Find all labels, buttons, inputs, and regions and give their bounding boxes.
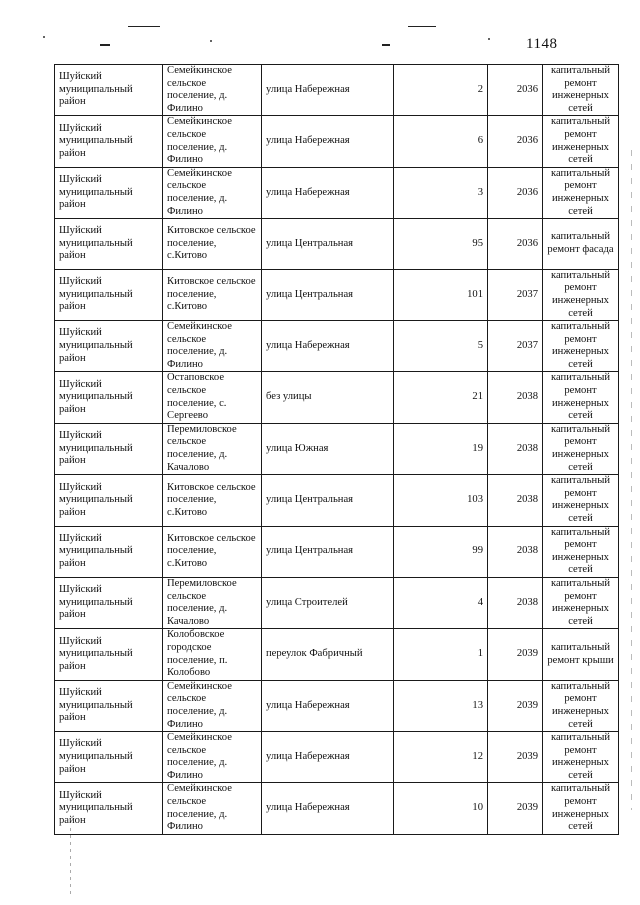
house-number-cell: 99 — [394, 526, 488, 577]
table-row — [55, 475, 619, 526]
street-cell: улица Набережная — [262, 116, 394, 167]
housing-repair-table — [54, 64, 619, 835]
district-cell: Шуйский муниципальный район — [55, 116, 163, 167]
table-row — [55, 167, 619, 218]
work-type-cell: капитальный ремонт инженерных сетей — [543, 577, 619, 628]
work-type-cell: капитальный ремонт инженерных сетей — [543, 65, 619, 116]
work-type-cell: капитальный ремонт инженерных сетей — [543, 475, 619, 526]
street-cell: улица Центральная — [262, 475, 394, 526]
year-cell: 2038 — [488, 372, 543, 423]
table-row — [55, 629, 619, 680]
year-cell: 2038 — [488, 475, 543, 526]
settlement-cell: Китовское сельское поселение, с.Китово — [163, 219, 262, 270]
page-number: 1148 — [526, 36, 558, 52]
district-cell: Шуйский муниципальный район — [55, 167, 163, 218]
street-cell: без улицы — [262, 372, 394, 423]
house-number-cell: 101 — [394, 269, 488, 320]
settlement-cell: Семейкинское сельское поселение, д. Филино — [163, 65, 262, 116]
district-cell: Шуйский муниципальный район — [55, 783, 163, 834]
house-number-cell: 95 — [394, 219, 488, 270]
work-type-cell: капитальный ремонт инженерных сетей — [543, 526, 619, 577]
street-cell: улица Набережная — [262, 167, 394, 218]
house-number-cell: 6 — [394, 116, 488, 167]
scan-artifact-dot — [43, 36, 45, 38]
district-cell: Шуйский муниципальный район — [55, 372, 163, 423]
work-type-cell: капитальный ремонт инженерных сетей — [543, 423, 619, 474]
settlement-cell: Колобовское городское поселение, п. Колобово — [163, 629, 262, 680]
district-cell: Шуйский муниципальный район — [55, 65, 163, 116]
scan-artifact-line — [382, 44, 390, 46]
house-number-cell: 13 — [394, 680, 488, 731]
street-cell: улица Набережная — [262, 783, 394, 834]
scan-artifact-dot — [210, 40, 212, 42]
work-type-cell: капитальный ремонт фасада — [543, 219, 619, 270]
settlement-cell: Семейкинское сельское поселение, д. Филино — [163, 680, 262, 731]
table-row — [55, 783, 619, 834]
year-cell: 2039 — [488, 783, 543, 834]
work-type-cell: капитальный ремонт инженерных сетей — [543, 680, 619, 731]
street-cell: улица Центральная — [262, 269, 394, 320]
year-cell: 2038 — [488, 577, 543, 628]
district-cell: Шуйский муниципальный район — [55, 577, 163, 628]
district-cell: Шуйский муниципальный район — [55, 732, 163, 783]
work-type-cell: капитальный ремонт инженерных сетей — [543, 167, 619, 218]
table-row — [55, 269, 619, 320]
settlement-cell: Перемиловское сельское поселение, д. Качалово — [163, 577, 262, 628]
work-type-cell: капитальный ремонт инженерных сетей — [543, 116, 619, 167]
table-row — [55, 577, 619, 628]
table-row — [55, 526, 619, 577]
street-cell: улица Строителей — [262, 577, 394, 628]
table-row — [55, 372, 619, 423]
year-cell: 2038 — [488, 423, 543, 474]
street-cell: улица Набережная — [262, 732, 394, 783]
house-number-cell: 3 — [394, 167, 488, 218]
district-cell: Шуйский муниципальный район — [55, 526, 163, 577]
street-cell: улица Центральная — [262, 526, 394, 577]
year-cell: 2036 — [488, 65, 543, 116]
scan-artifact-dot — [488, 38, 490, 40]
settlement-cell: Китовское сельское поселение, с.Китово — [163, 475, 262, 526]
year-cell: 2037 — [488, 321, 543, 372]
house-number-cell: 19 — [394, 423, 488, 474]
house-number-cell: 12 — [394, 732, 488, 783]
house-number-cell: 1 — [394, 629, 488, 680]
year-cell: 2037 — [488, 269, 543, 320]
settlement-cell: Китовское сельское поселение, с.Китово — [163, 269, 262, 320]
work-type-cell: капитальный ремонт крыши — [543, 629, 619, 680]
work-type-cell: капитальный ремонт инженерных сетей — [543, 321, 619, 372]
scan-artifact-line — [70, 828, 71, 898]
year-cell: 2036 — [488, 219, 543, 270]
work-type-cell: капитальный ремонт инженерных сетей — [543, 732, 619, 783]
scan-edge-line — [631, 150, 632, 810]
work-type-cell: капитальный ремонт инженерных сетей — [543, 783, 619, 834]
district-cell: Шуйский муниципальный район — [55, 321, 163, 372]
settlement-cell: Перемиловское сельское поселение, д. Качалово — [163, 423, 262, 474]
street-cell: переулок Фабричный — [262, 629, 394, 680]
district-cell: Шуйский муниципальный район — [55, 475, 163, 526]
table-row — [55, 423, 619, 474]
table-row — [55, 219, 619, 270]
house-number-cell: 21 — [394, 372, 488, 423]
street-cell: улица Набережная — [262, 65, 394, 116]
year-cell: 2039 — [488, 680, 543, 731]
district-cell: Шуйский муниципальный район — [55, 680, 163, 731]
house-number-cell: 4 — [394, 577, 488, 628]
settlement-cell: Семейкинское сельское поселение, д. Филино — [163, 116, 262, 167]
table-body — [55, 65, 619, 835]
work-type-cell: капитальный ремонт инженерных сетей — [543, 269, 619, 320]
house-number-cell: 5 — [394, 321, 488, 372]
street-cell: улица Южная — [262, 423, 394, 474]
year-cell: 2039 — [488, 629, 543, 680]
house-number-cell: 2 — [394, 65, 488, 116]
scan-artifact-line — [128, 26, 160, 27]
district-cell: Шуйский муниципальный район — [55, 269, 163, 320]
scan-artifact-line — [100, 44, 110, 46]
table-row — [55, 732, 619, 783]
district-cell: Шуйский муниципальный район — [55, 219, 163, 270]
settlement-cell: Остаповское сельское поселение, с. Сергеево — [163, 372, 262, 423]
table-row — [55, 116, 619, 167]
settlement-cell: Семейкинское сельское поселение, д. Филино — [163, 732, 262, 783]
settlement-cell: Семейкинское сельское поселение, д. Филино — [163, 783, 262, 834]
district-cell: Шуйский муниципальный район — [55, 629, 163, 680]
settlement-cell: Семейкинское сельское поселение, д. Филино — [163, 321, 262, 372]
district-cell: Шуйский муниципальный район — [55, 423, 163, 474]
table-row — [55, 321, 619, 372]
year-cell: 2036 — [488, 167, 543, 218]
year-cell: 2036 — [488, 116, 543, 167]
work-type-cell: капитальный ремонт инженерных сетей — [543, 372, 619, 423]
year-cell: 2038 — [488, 526, 543, 577]
year-cell: 2039 — [488, 732, 543, 783]
scan-artifact-line — [408, 26, 436, 27]
table-row — [55, 65, 619, 116]
house-number-cell: 10 — [394, 783, 488, 834]
house-number-cell: 103 — [394, 475, 488, 526]
table-row — [55, 680, 619, 731]
settlement-cell: Семейкинское сельское поселение, д. Филино — [163, 167, 262, 218]
street-cell: улица Центральная — [262, 219, 394, 270]
street-cell: улица Набережная — [262, 680, 394, 731]
settlement-cell: Китовское сельское поселение, с.Китово — [163, 526, 262, 577]
street-cell: улица Набережная — [262, 321, 394, 372]
